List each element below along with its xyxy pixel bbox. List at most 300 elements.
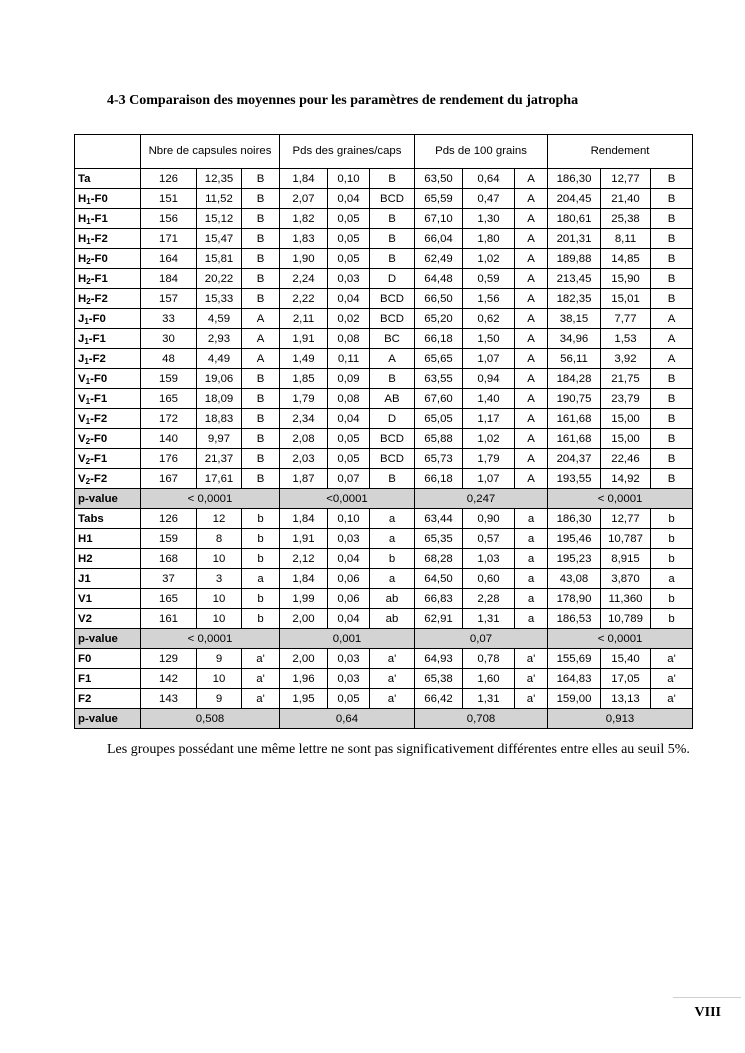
table-cell: 165 — [141, 389, 197, 409]
table-cell: 161 — [141, 609, 197, 629]
table-cell: 0,62 — [463, 309, 515, 329]
table-cell: 0,03 — [328, 669, 370, 689]
table-cell: a' — [370, 649, 415, 669]
row-label — [75, 709, 141, 729]
row-label-subscript: 1 — [84, 336, 89, 346]
table-cell: 161,68 — [548, 429, 601, 449]
table-cell: B — [242, 469, 280, 489]
table-cell: B — [651, 289, 693, 309]
table-cell: 0,05 — [328, 429, 370, 449]
table-cell: 172 — [141, 409, 197, 429]
table-cell: B — [242, 169, 280, 189]
table-cell: 157 — [141, 289, 197, 309]
table-cell: 65,59 — [415, 189, 463, 209]
table-cell: 1,60 — [463, 669, 515, 689]
table-cell: 0,06 — [328, 589, 370, 609]
row-label-part: -F1 — [90, 392, 108, 405]
table-cell: a' — [370, 669, 415, 689]
table-cell: 0,03 — [328, 529, 370, 549]
table-row — [75, 589, 693, 609]
table-cell: 19,06 — [197, 369, 242, 389]
table-row — [75, 209, 693, 229]
row-label — [75, 409, 141, 429]
table-cell: 9 — [197, 689, 242, 709]
table-cell: 48 — [141, 349, 197, 369]
table-cell: 65,65 — [415, 349, 463, 369]
row-label-part: H — [78, 252, 87, 265]
table-cell: 0,08 — [328, 389, 370, 409]
table-cell: A — [515, 429, 548, 449]
table-row — [75, 309, 693, 329]
table-cell: 64,48 — [415, 269, 463, 289]
table-cell: b — [651, 549, 693, 569]
table-cell: B — [242, 369, 280, 389]
table-cell: 1,50 — [463, 329, 515, 349]
table-cell: 186,53 — [548, 609, 601, 629]
table-cell: b — [651, 509, 693, 529]
table-cell: 1,31 — [463, 609, 515, 629]
table-cell: 3,870 — [601, 569, 651, 589]
table-cell: 14,85 — [601, 249, 651, 269]
row-label-part: H — [78, 232, 87, 245]
table-cell: 22,46 — [601, 449, 651, 469]
table-cell: A — [515, 449, 548, 469]
row-label — [75, 449, 141, 469]
table-cell: B — [370, 249, 415, 269]
table-cell: B — [242, 189, 280, 209]
table-row — [75, 569, 693, 589]
table-cell: A — [651, 309, 693, 329]
table-cell: b — [651, 589, 693, 609]
table-cell: a' — [242, 649, 280, 669]
table-cell: 1,80 — [463, 229, 515, 249]
row-label-part: F0 — [78, 652, 92, 665]
table-row — [75, 369, 693, 389]
table-cell: 18,83 — [197, 409, 242, 429]
table-cell: 63,44 — [415, 509, 463, 529]
table-cell: 66,50 — [415, 289, 463, 309]
table-cell: 15,33 — [197, 289, 242, 309]
table-cell: 0,06 — [328, 569, 370, 589]
table-cell: A — [651, 349, 693, 369]
table-row — [75, 329, 693, 349]
row-label-part: V — [78, 432, 86, 445]
table-cell: a — [515, 609, 548, 629]
table-cell: 0,78 — [463, 649, 515, 669]
row-label — [75, 289, 141, 309]
table-row — [75, 189, 693, 209]
table-cell: 201,31 — [548, 229, 601, 249]
table-cell: a' — [242, 669, 280, 689]
p-value-row — [75, 489, 693, 509]
table-cell: a — [515, 569, 548, 589]
table-cell: 30 — [141, 329, 197, 349]
table-cell: 0,02 — [328, 309, 370, 329]
table-cell: 165 — [141, 589, 197, 609]
table-cell: 0,60 — [463, 569, 515, 589]
table-cell: 63,50 — [415, 169, 463, 189]
row-label-part: p-value — [78, 712, 118, 725]
row-label-part: -F1 — [90, 272, 108, 285]
table-cell: 0,57 — [463, 529, 515, 549]
table-cell: 1,85 — [280, 369, 328, 389]
table-cell: 180,61 — [548, 209, 601, 229]
row-label-part: p-value — [78, 492, 118, 505]
row-label — [75, 549, 141, 569]
table-cell: 0,47 — [463, 189, 515, 209]
row-label-part: -F2 — [90, 472, 108, 485]
row-label-part: -F1 — [90, 452, 108, 465]
table-cell: B — [242, 389, 280, 409]
table-cell: 15,00 — [601, 429, 651, 449]
p-value-cell: <0,0001 — [280, 489, 415, 509]
table-row — [75, 429, 693, 449]
table-cell: 0,05 — [328, 689, 370, 709]
table-cell: A — [515, 389, 548, 409]
table-cell: 0,04 — [328, 409, 370, 429]
table-cell: BC — [370, 329, 415, 349]
table-row — [75, 229, 693, 249]
p-value-cell: < 0,0001 — [548, 489, 693, 509]
table-cell: 1,49 — [280, 349, 328, 369]
table-cell: 65,05 — [415, 409, 463, 429]
table-cell: 1,02 — [463, 429, 515, 449]
table-row — [75, 249, 693, 269]
row-label-part: -F1 — [90, 212, 108, 225]
row-label-part: V1 — [78, 592, 92, 605]
header-yield: Rendement — [548, 135, 693, 169]
row-label-subscript: 2 — [86, 296, 91, 306]
table-cell: 62,91 — [415, 609, 463, 629]
table-cell: 164 — [141, 249, 197, 269]
table-cell: ab — [370, 589, 415, 609]
table-cell: 2,93 — [197, 329, 242, 349]
table-cell: a — [242, 569, 280, 589]
table-cell: B — [242, 449, 280, 469]
table-cell: 13,13 — [601, 689, 651, 709]
table-cell: 12 — [197, 509, 242, 529]
table-cell: A — [515, 169, 548, 189]
table-cell: 159 — [141, 369, 197, 389]
table-cell: 0,03 — [328, 649, 370, 669]
table-cell: 12,35 — [197, 169, 242, 189]
p-value-cell: 0,708 — [415, 709, 548, 729]
p-value-cell: 0,001 — [280, 629, 415, 649]
table-cell: A — [515, 409, 548, 429]
table-cell: 0,05 — [328, 209, 370, 229]
table-cell: B — [651, 369, 693, 389]
row-label-part: -F2 — [90, 232, 108, 245]
table-cell: a' — [651, 669, 693, 689]
table-cell: 0,05 — [328, 229, 370, 249]
row-label-subscript: 2 — [86, 256, 91, 266]
row-label-part: J1 — [78, 572, 91, 585]
table-cell: A — [242, 329, 280, 349]
row-label-subscript: 1 — [84, 356, 89, 366]
table-row — [75, 669, 693, 689]
p-value-cell: < 0,0001 — [141, 629, 280, 649]
table-cell: 10 — [197, 669, 242, 689]
table-cell: 143 — [141, 689, 197, 709]
table-cell: 151 — [141, 189, 197, 209]
table-cell: A — [651, 329, 693, 349]
table-cell: 0,08 — [328, 329, 370, 349]
table-cell: B — [242, 409, 280, 429]
table-cell: 0,10 — [328, 509, 370, 529]
table-cell: a — [370, 569, 415, 589]
table-cell: 204,45 — [548, 189, 601, 209]
p-value-row — [75, 629, 693, 649]
table-cell: a — [370, 509, 415, 529]
table-cell: 1,40 — [463, 389, 515, 409]
row-label-subscript: 1 — [84, 316, 89, 326]
table-cell: 8 — [197, 529, 242, 549]
table-cell: B — [242, 229, 280, 249]
p-value-row — [75, 709, 693, 729]
table-cell: 193,55 — [548, 469, 601, 489]
table-cell: 1,07 — [463, 469, 515, 489]
table-cell: 164,83 — [548, 669, 601, 689]
table-row — [75, 449, 693, 469]
table-cell: 14,92 — [601, 469, 651, 489]
table-cell: a' — [515, 689, 548, 709]
table-cell: BCD — [370, 189, 415, 209]
table-cell: 129 — [141, 649, 197, 669]
row-label-subscript: 2 — [85, 456, 91, 466]
row-label — [75, 529, 141, 549]
row-label-part: F1 — [78, 672, 92, 685]
table-cell: 9,97 — [197, 429, 242, 449]
table-cell: 0,10 — [328, 169, 370, 189]
row-label — [75, 469, 141, 489]
table-cell: 126 — [141, 169, 197, 189]
table-cell: 142 — [141, 669, 197, 689]
table-cell: a — [515, 509, 548, 529]
table-cell: 213,45 — [548, 269, 601, 289]
row-label-part: Tabs — [78, 512, 104, 525]
row-label-part: J — [78, 312, 85, 325]
row-label — [75, 429, 141, 449]
table-cell: A — [515, 309, 548, 329]
table-cell: 56,11 — [548, 349, 601, 369]
table-cell: 10,789 — [601, 609, 651, 629]
table-cell: B — [651, 409, 693, 429]
page-number: VIII — [694, 1005, 721, 1020]
row-label-part: F2 — [78, 692, 92, 705]
row-label — [75, 589, 141, 609]
table-row — [75, 469, 693, 489]
row-label-part: H — [78, 272, 87, 285]
row-label-part: -F0 — [90, 252, 108, 265]
table-cell: 66,18 — [415, 469, 463, 489]
table-cell: 11,52 — [197, 189, 242, 209]
table-cell: ab — [370, 609, 415, 629]
table-cell: 0,64 — [463, 169, 515, 189]
table-cell: 184 — [141, 269, 197, 289]
table-cell: 15,81 — [197, 249, 242, 269]
table-cell: 0,07 — [328, 469, 370, 489]
table-cell: b — [242, 589, 280, 609]
table-cell: 1,56 — [463, 289, 515, 309]
table-cell: 17,05 — [601, 669, 651, 689]
table-cell: 0,04 — [328, 609, 370, 629]
table-cell: B — [370, 209, 415, 229]
table-cell: 63,55 — [415, 369, 463, 389]
table-cell: 25,38 — [601, 209, 651, 229]
row-label-part: V — [78, 472, 86, 485]
table-cell: a' — [370, 689, 415, 709]
table-cell: 2,22 — [280, 289, 328, 309]
table-cell: 7,77 — [601, 309, 651, 329]
table-cell: 10 — [197, 549, 242, 569]
row-label — [75, 489, 141, 509]
row-label-part: H — [78, 212, 87, 225]
table-cell: 1,87 — [280, 469, 328, 489]
table-cell: 2,28 — [463, 589, 515, 609]
row-label-part: -F0 — [88, 312, 106, 325]
row-label — [75, 629, 141, 649]
table-cell: b — [651, 609, 693, 629]
row-label-part: V — [78, 372, 86, 385]
table-cell: a — [651, 569, 693, 589]
table-cell: 68,28 — [415, 549, 463, 569]
row-label — [75, 509, 141, 529]
table-cell: 171 — [141, 229, 197, 249]
table-cell: 0,09 — [328, 369, 370, 389]
row-label-part: V2 — [78, 612, 92, 625]
table-cell: 204,37 — [548, 449, 601, 469]
table-cell: B — [242, 269, 280, 289]
table-row — [75, 349, 693, 369]
table-cell: 189,88 — [548, 249, 601, 269]
row-label — [75, 209, 141, 229]
table-cell: 2,00 — [280, 609, 328, 629]
table-cell: 0,94 — [463, 369, 515, 389]
table-cell: D — [370, 409, 415, 429]
table-cell: B — [242, 429, 280, 449]
table-cell: 66,42 — [415, 689, 463, 709]
table-cell: 15,12 — [197, 209, 242, 229]
table-cell: 161,68 — [548, 409, 601, 429]
row-label-part: H1 — [78, 532, 93, 545]
table-cell: B — [651, 389, 693, 409]
header-seed-weight: Pds des graines/caps — [280, 135, 415, 169]
table-cell: B — [651, 249, 693, 269]
table-cell: 0,05 — [328, 449, 370, 469]
table-cell: a' — [242, 689, 280, 709]
row-label-subscript: 1 — [85, 396, 91, 406]
table-cell: 15,40 — [601, 649, 651, 669]
table-cell: 12,77 — [601, 169, 651, 189]
table-cell: 1,79 — [463, 449, 515, 469]
table-cell: 20,22 — [197, 269, 242, 289]
table-cell: 65,20 — [415, 309, 463, 329]
table-cell: b — [242, 509, 280, 529]
row-label — [75, 389, 141, 409]
table-cell: A — [515, 289, 548, 309]
table-cell: 184,28 — [548, 369, 601, 389]
page-number-rule — [673, 997, 741, 998]
table-cell: A — [515, 229, 548, 249]
table-cell: 0,59 — [463, 269, 515, 289]
table-cell: a' — [515, 669, 548, 689]
table-cell: 1,03 — [463, 549, 515, 569]
table-cell: A — [242, 349, 280, 369]
table-row — [75, 289, 693, 309]
table-cell: 0,05 — [328, 249, 370, 269]
table-cell: 167 — [141, 469, 197, 489]
table-cell: 62,49 — [415, 249, 463, 269]
table-cell: 1,96 — [280, 669, 328, 689]
table-cell: a — [515, 549, 548, 569]
row-label — [75, 309, 141, 329]
table-cell: 23,79 — [601, 389, 651, 409]
table-cell: 186,30 — [548, 509, 601, 529]
table-cell: A — [370, 349, 415, 369]
row-label-subscript: 1 — [85, 416, 91, 426]
yield-comparison-table — [74, 134, 693, 729]
table-row — [75, 509, 693, 529]
table-cell: 37 — [141, 569, 197, 589]
table-cell: 15,00 — [601, 409, 651, 429]
table-cell: AB — [370, 389, 415, 409]
table-cell: 1,83 — [280, 229, 328, 249]
table-cell: B — [370, 169, 415, 189]
row-label-subscript: 2 — [85, 436, 91, 446]
table-cell: 1,91 — [280, 329, 328, 349]
table-cell: B — [651, 269, 693, 289]
table-row — [75, 409, 693, 429]
p-value-cell: 0,913 — [548, 709, 693, 729]
table-cell: 126 — [141, 509, 197, 529]
table-cell: 1,17 — [463, 409, 515, 429]
row-label-subscript: 1 — [85, 376, 91, 386]
table-cell: B — [651, 469, 693, 489]
table-cell: 1,02 — [463, 249, 515, 269]
table-cell: b — [242, 549, 280, 569]
table-cell: a — [515, 589, 548, 609]
table-cell: 67,60 — [415, 389, 463, 409]
table-cell: B — [370, 229, 415, 249]
table-cell: BCD — [370, 309, 415, 329]
table-cell: 2,08 — [280, 429, 328, 449]
table-row — [75, 169, 693, 189]
table-cell: 10 — [197, 589, 242, 609]
table-cell: 21,40 — [601, 189, 651, 209]
table-cell: b — [242, 529, 280, 549]
table-cell: 1,53 — [601, 329, 651, 349]
row-label-part: -F2 — [88, 352, 106, 365]
table-cell: 12,77 — [601, 509, 651, 529]
table-cell: b — [651, 529, 693, 549]
table-cell: 195,46 — [548, 529, 601, 549]
table-cell: 15,90 — [601, 269, 651, 289]
p-value-cell: < 0,0001 — [548, 629, 693, 649]
table-row — [75, 389, 693, 409]
table-cell: 155,69 — [548, 649, 601, 669]
row-label — [75, 669, 141, 689]
table-cell: 168 — [141, 549, 197, 569]
table-cell: 66,18 — [415, 329, 463, 349]
header-100-grains: Pds de 100 grains — [415, 135, 548, 169]
table-cell: 0,03 — [328, 269, 370, 289]
table-cell: 10 — [197, 609, 242, 629]
table-cell: 2,34 — [280, 409, 328, 429]
table-cell: B — [242, 289, 280, 309]
table-cell: 8,11 — [601, 229, 651, 249]
table-cell: 0,04 — [328, 549, 370, 569]
table-row — [75, 529, 693, 549]
